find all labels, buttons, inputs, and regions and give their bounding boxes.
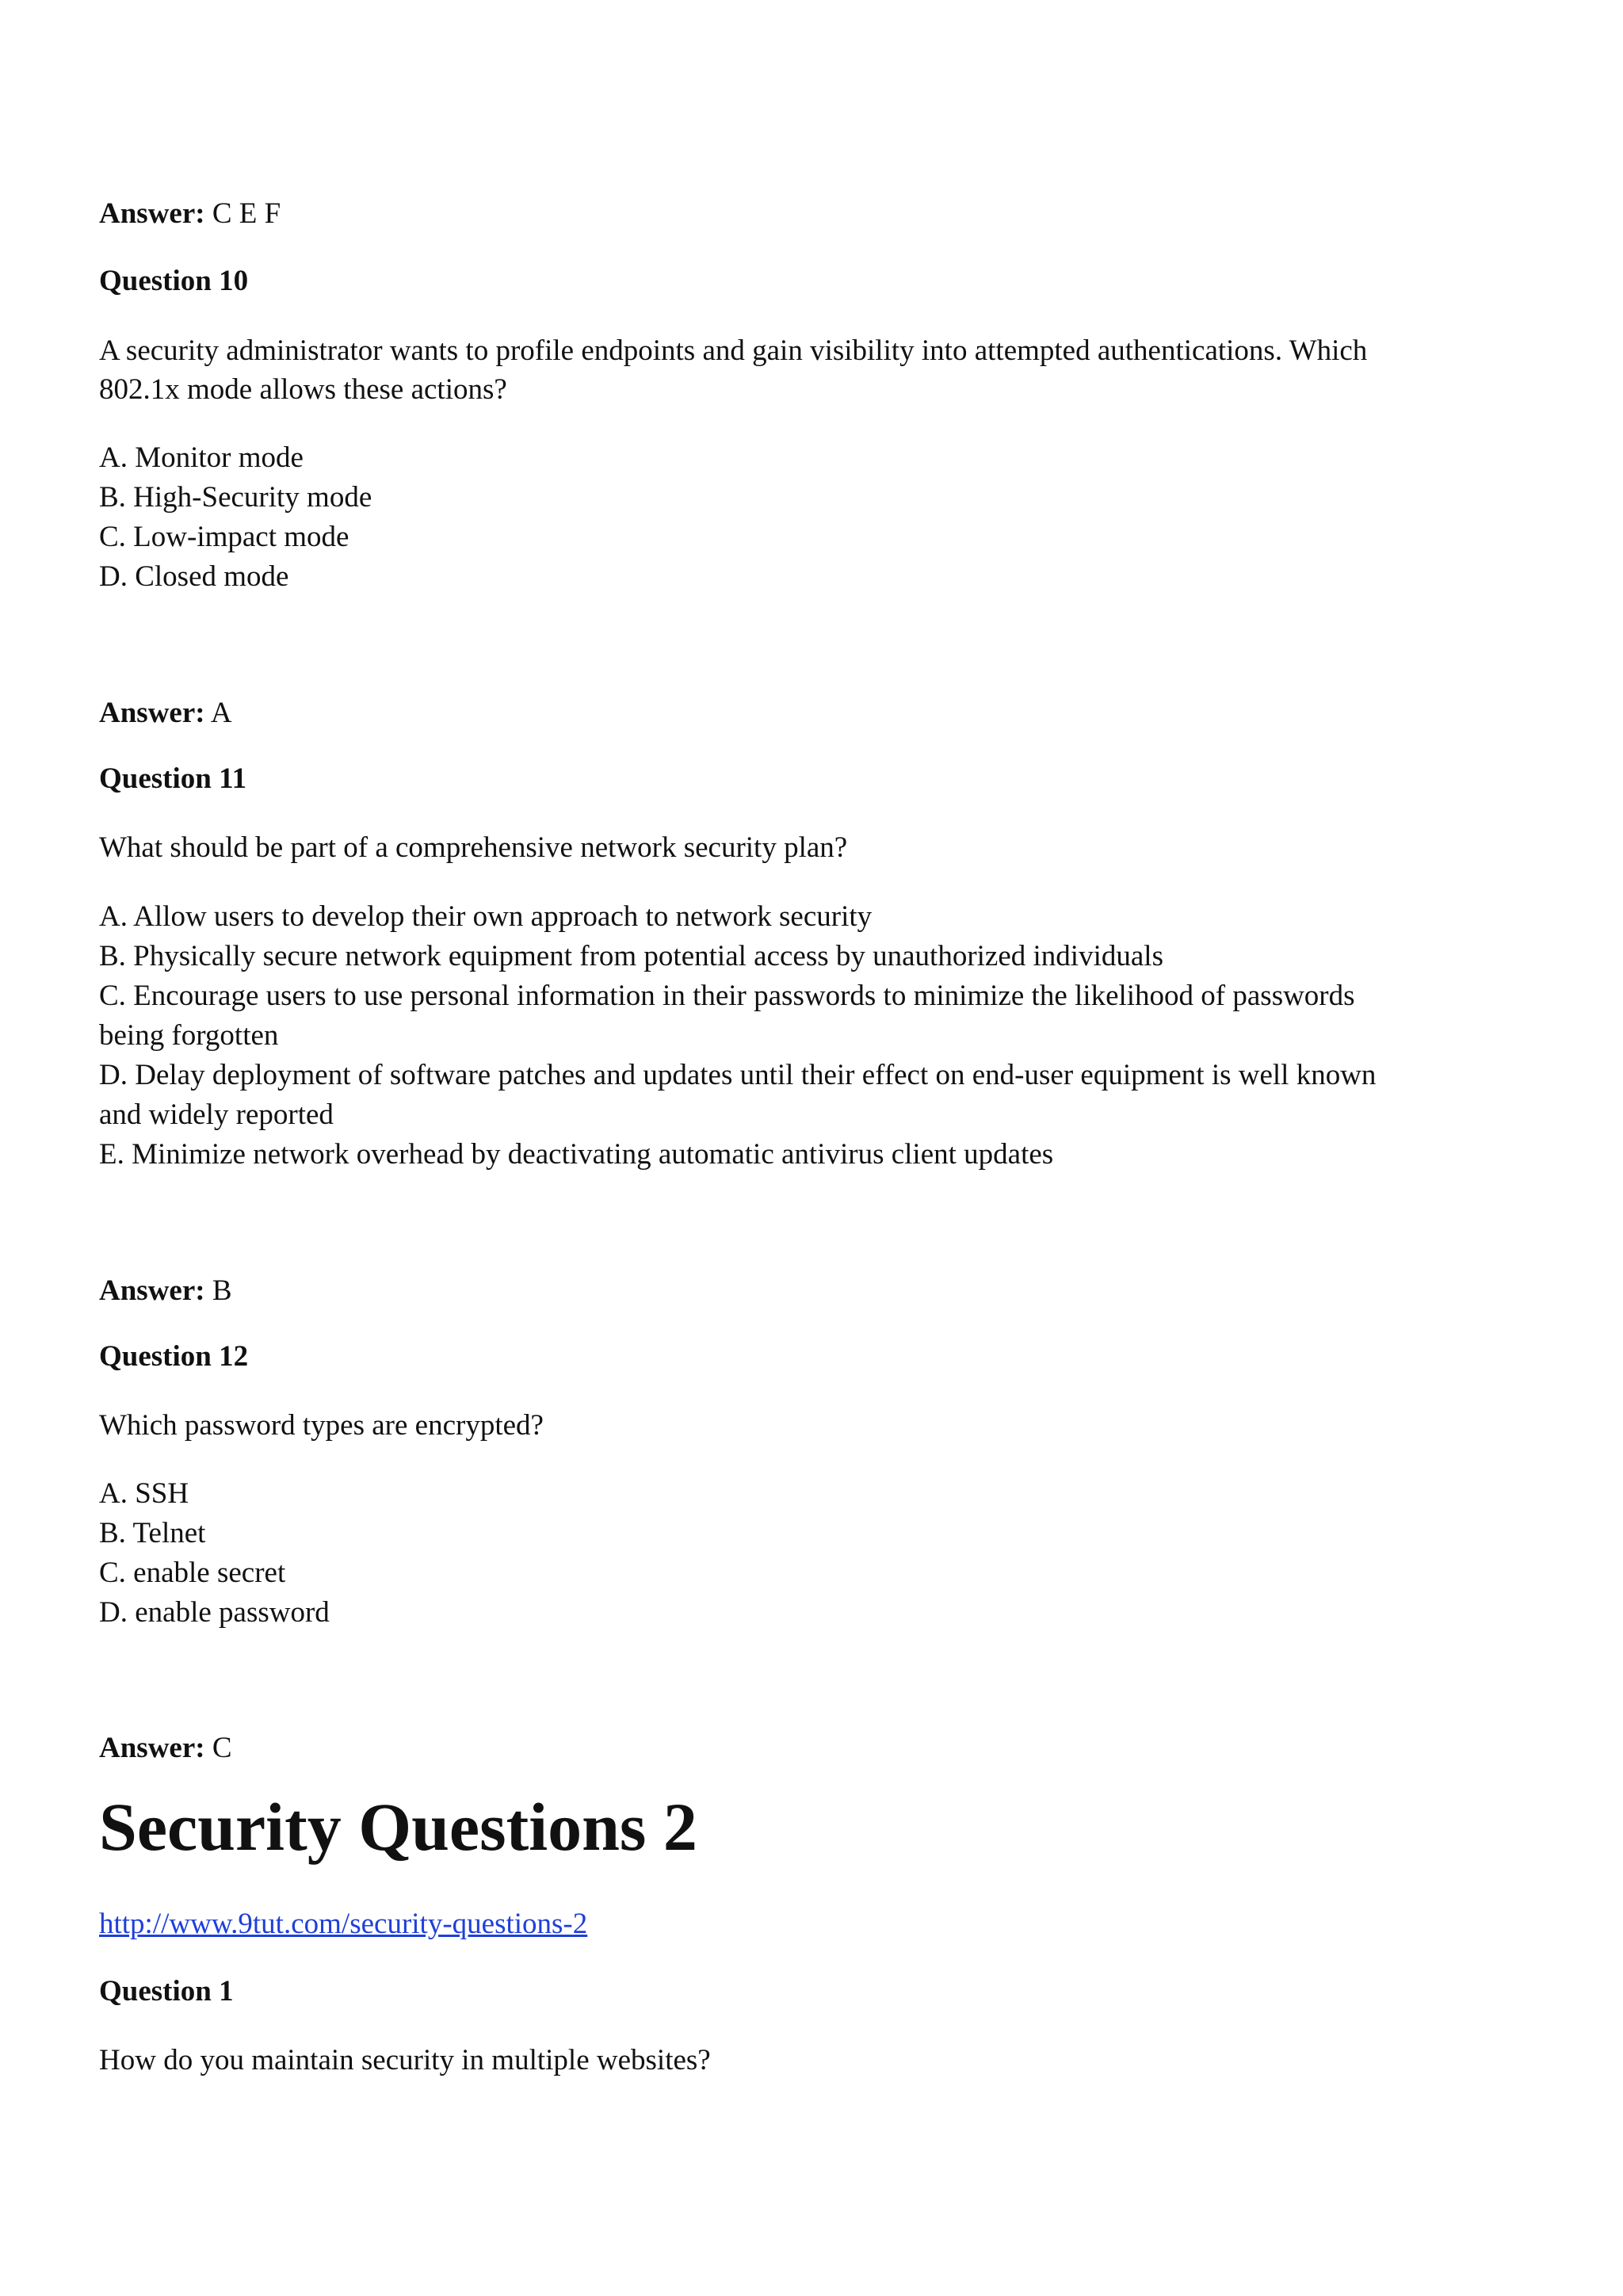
question-title: Question 12	[99, 1340, 249, 1373]
option-item: D. Delay deployment of software patches and updates until their effect on end-user equipment is well known	[99, 1059, 1377, 1091]
option-item: D. Closed mode	[99, 560, 289, 593]
option-item: A. SSH	[99, 1477, 189, 1510]
question-text: Which password types are encrypted?	[99, 1409, 544, 1442]
question-text: A security administrator wants to profile endpoints and gain visibility into attempted authentications. Which	[99, 334, 1368, 367]
answer-value: B	[212, 1274, 232, 1307]
section-link[interactable]: http://www.9tut.com/security-questions-2	[99, 1908, 588, 1940]
option-item: A. Allow users to develop their own approach to network security	[99, 900, 873, 933]
answer-value: C E F	[212, 197, 281, 230]
question-title: Question 1	[99, 1975, 234, 2008]
option-item: B. Physically secure network equipment from potential access by unauthorized individuals	[99, 940, 1163, 972]
answer-line	[99, 693, 232, 733]
option-item-continuation: and widely reported	[99, 1098, 334, 1131]
answer-label: Answer:	[99, 197, 205, 230]
option-item: C. Encourage users to use personal information in their passwords to minimize the likelihood of passwords	[99, 980, 1355, 1012]
answer-value: C	[212, 1732, 232, 1764]
answer-line	[99, 1729, 232, 1768]
option-item: B. Telnet	[99, 1517, 206, 1549]
answer-line	[99, 1271, 232, 1311]
question-text: What should be part of a comprehensive network security plan?	[99, 831, 848, 864]
option-item-continuation: being forgotten	[99, 1019, 279, 1052]
option-item: A. Monitor mode	[99, 441, 304, 474]
option-item: D. enable password	[99, 1596, 330, 1629]
section-heading: Security Questions 2	[99, 1789, 697, 1865]
answer-value: A	[210, 697, 232, 729]
question-text: 802.1x mode allows these actions?	[99, 373, 507, 406]
option-item: B. High-Security mode	[99, 481, 372, 514]
question-text: How do you maintain security in multiple websites?	[99, 2044, 711, 2076]
option-item: E. Minimize network overhead by deactivating automatic antivirus client updates	[99, 1138, 1054, 1171]
answer-label: Answer:	[99, 1732, 205, 1764]
question-title: Question 10	[99, 265, 249, 297]
answer-line	[99, 194, 281, 234]
section-link-line	[99, 1904, 587, 1944]
option-item: C. enable secret	[99, 1557, 286, 1589]
question-title: Question 11	[99, 762, 247, 795]
answer-label: Answer:	[99, 697, 205, 729]
answer-label: Answer:	[99, 1274, 205, 1307]
option-item: C. Low-impact mode	[99, 521, 349, 553]
